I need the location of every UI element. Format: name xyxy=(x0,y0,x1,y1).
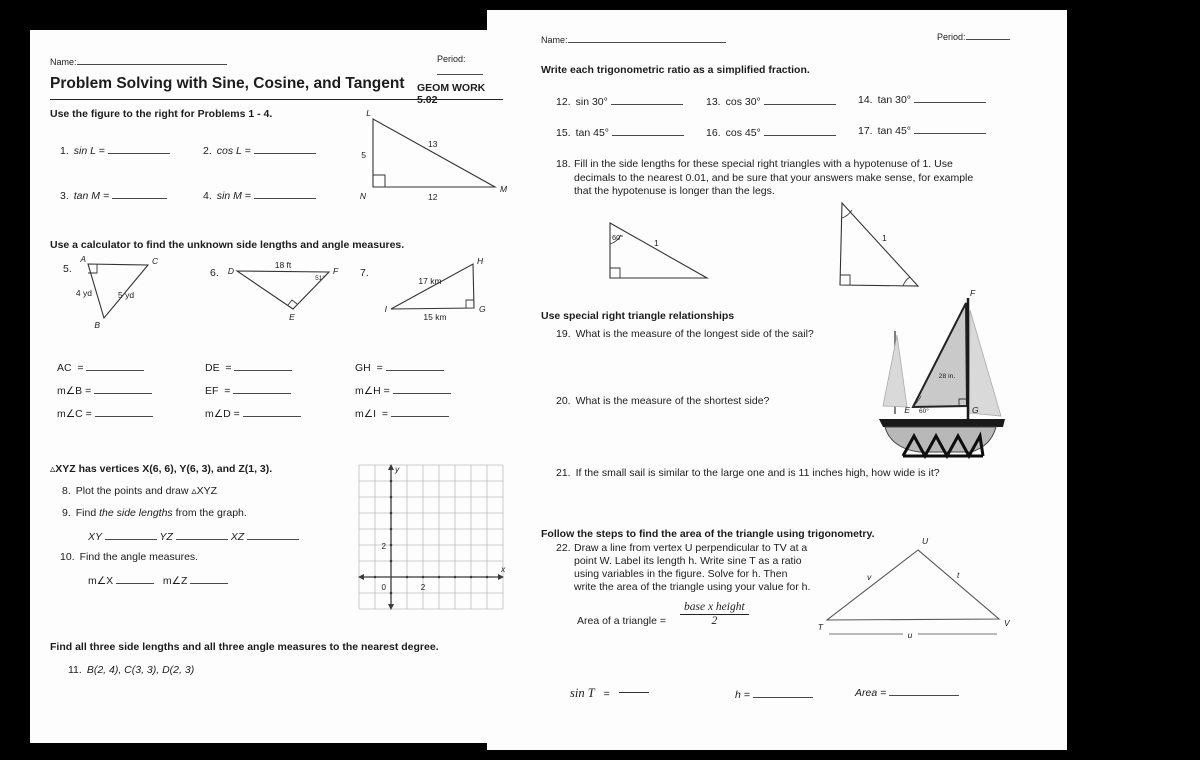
fraction-bar-blank xyxy=(619,692,649,693)
y-axis-label: y xyxy=(395,464,400,474)
side-length-blanks: XY YZ XZ xyxy=(88,529,299,544)
problem-4 xyxy=(203,188,316,203)
vertex-label-A: A xyxy=(80,254,86,264)
fraction-denominator: 2 xyxy=(711,615,718,627)
problem-expression: tan M = xyxy=(73,190,110,202)
special-right-heading: Use special right triangle relationships xyxy=(541,310,735,322)
ratio-15: 15. tan 45° xyxy=(556,125,684,140)
course-code: GEOM WORK 5.02 xyxy=(417,82,486,106)
vertex-label-T: T xyxy=(817,622,823,632)
x-tick-2: 2 xyxy=(420,583,426,592)
answer-blank-line xyxy=(95,406,153,417)
area-trig-heading: Follow the steps to find the area of the triangle using trigonometry. xyxy=(541,528,875,540)
answer-DE: DE = xyxy=(205,360,292,375)
section2-heading: Use a calculator to find the unknown side lengths and angle measures. xyxy=(50,239,405,251)
sail-vertex-G: G xyxy=(972,405,979,415)
figure6-number: 6. xyxy=(210,267,219,279)
y-tick-2: 2 xyxy=(381,542,386,551)
answer-blank-line xyxy=(393,383,451,394)
item-8: 8. Plot the points and draw ▵XYZ xyxy=(62,485,218,497)
problem-19: 19. What is the measure of the longest side of the sail? xyxy=(556,328,814,340)
period-field-row xyxy=(937,29,1010,42)
item-11: 11. B(2, 4), C(3, 3), D(2, 3) xyxy=(68,664,195,676)
coordinate-grid xyxy=(356,462,506,614)
answer-GH: GH = xyxy=(355,360,444,375)
special-triangle-60 xyxy=(600,206,718,290)
title-divider xyxy=(50,99,503,100)
answer-blank-line xyxy=(234,360,292,371)
side-label-18ft: 18 ft xyxy=(274,260,292,270)
worksheet-page-left xyxy=(30,30,507,743)
period-label: Period: xyxy=(437,54,466,64)
answer-blank-line xyxy=(176,529,228,540)
answer-AC: AC = xyxy=(57,360,144,375)
vertex-label-N: N xyxy=(359,191,366,201)
problem-number: 2. xyxy=(203,145,212,157)
hypotenuse-label-1: 1 xyxy=(882,233,887,243)
ratio-16: 16. cos 45° xyxy=(706,125,836,140)
angle-label-51: 51° xyxy=(315,275,325,282)
problem-1 xyxy=(60,143,170,158)
ratio-14: 14. tan 30° xyxy=(858,92,986,107)
answer-blank-line xyxy=(190,573,228,584)
answer-blank-line xyxy=(112,188,167,199)
answer-blank-line xyxy=(764,94,836,105)
answer-mI: m∠I = xyxy=(355,406,449,421)
problem-21: 21. If the small sail is similar to the large one and is 11 inches high, how wide is it? xyxy=(556,467,940,479)
answer-blank-line xyxy=(247,529,299,540)
area-formula-label: Area of a triangle = xyxy=(577,615,667,627)
triangle-figure-LNM xyxy=(333,105,513,207)
side-label-5: 5 xyxy=(361,150,366,160)
answer-blank-line xyxy=(753,687,813,698)
answer-blank-line xyxy=(254,143,316,154)
name-field-row xyxy=(541,32,726,45)
triangle-figure-DEF xyxy=(228,260,346,326)
problem-number: 3. xyxy=(60,190,69,202)
section3-heading: ▵XYZ has vertices X(6, 6), Y(6, 3), and Z(1, 3). xyxy=(50,463,273,475)
area-answer-row: Area = xyxy=(855,685,959,700)
section4-heading: Find all three side lengths and all three angle measures to the nearest degree. xyxy=(50,641,439,653)
vertex-label-I: I xyxy=(384,304,387,314)
vertex-label-L: L xyxy=(366,108,371,118)
sailboat-figure xyxy=(877,286,1015,470)
side-label-4yd: 4 yd xyxy=(75,288,92,298)
side-label-5yd: 5 yd xyxy=(118,290,135,300)
sail-vertex-F: F xyxy=(970,288,976,298)
problem-expression: cos L = xyxy=(216,145,251,157)
item-10: 10. Find the angle measures. xyxy=(60,551,199,563)
sail-height-label: 28 in. xyxy=(938,373,956,380)
vertex-label-V: V xyxy=(1004,618,1010,628)
answer-EF: EF = xyxy=(205,383,291,398)
answer-blank-line xyxy=(254,188,316,199)
name-label: Name: xyxy=(541,35,568,45)
period-label: Period: xyxy=(937,32,966,42)
worksheet-page-right xyxy=(487,10,1067,750)
name-blank-line xyxy=(568,32,726,43)
area-formula-fraction xyxy=(680,601,749,627)
vertex-label-U: U xyxy=(922,536,929,546)
problem-3 xyxy=(60,188,167,203)
ratio-12: 12. sin 30° xyxy=(556,94,683,109)
h-answer-row: h = xyxy=(735,687,813,702)
answer-blank-line xyxy=(94,383,152,394)
problem-18-number: 18. xyxy=(556,158,571,170)
fraction-numerator: base x height xyxy=(680,601,749,615)
problem-20: 20. What is the measure of the shortest side? xyxy=(556,395,770,407)
period-blank-line xyxy=(437,64,483,75)
answer-blank-line xyxy=(105,529,157,540)
origin-label: 0 xyxy=(381,583,386,592)
answer-blank-line xyxy=(86,360,144,371)
problem-expression: sin L = xyxy=(73,145,105,157)
problem-expression: sin M = xyxy=(216,190,251,202)
section1-heading: Use the figure to the right for Problems 1 - 4. xyxy=(50,108,273,120)
answer-blank-line xyxy=(914,92,986,103)
answer-blank-line xyxy=(233,383,291,394)
side-label-t: t xyxy=(957,570,960,580)
answer-blank-line xyxy=(108,143,170,154)
figure5-number: 5. xyxy=(63,263,72,275)
angle-measure-blanks: m∠X m∠Z xyxy=(88,573,228,588)
period-field-row xyxy=(437,54,507,77)
answer-blank-line xyxy=(386,360,444,371)
sin-T-expression: sin T = xyxy=(570,684,649,702)
answer-blank-line xyxy=(116,573,154,584)
answer-mD: m∠D = xyxy=(205,406,301,421)
sail-angle-label: 60° xyxy=(919,408,929,415)
answer-blank-line xyxy=(243,406,301,417)
ratios-heading: Write each trigonometric ratio as a simplified fraction. xyxy=(541,64,810,76)
special-triangle-unlabeled xyxy=(830,191,926,299)
triangle-figure-IHG xyxy=(378,254,520,326)
vertex-label-M: M xyxy=(500,184,508,194)
problem-number: 4. xyxy=(203,190,212,202)
vertex-label-G: G xyxy=(479,304,486,314)
answer-mC: m∠C = xyxy=(57,406,153,421)
side-label-15km: 15 km xyxy=(423,312,447,322)
angle-label-60: 60° xyxy=(612,233,624,242)
name-blank-line xyxy=(77,54,227,65)
vertex-label-C: C xyxy=(152,256,159,266)
problem-2 xyxy=(203,143,316,158)
name-field-row xyxy=(50,54,227,67)
vertex-label-H: H xyxy=(477,256,484,266)
answer-blank-line xyxy=(612,125,684,136)
page-title: Problem Solving with Sine, Cosine, and Tangent xyxy=(50,75,405,92)
answer-mH: m∠H = xyxy=(355,383,451,398)
vertex-label-F: F xyxy=(333,266,339,276)
period-blank-line xyxy=(966,29,1010,40)
triangle-figure-ABC xyxy=(75,254,178,334)
ratio-13: 13. cos 30° xyxy=(706,94,836,109)
sail-vertex-E: E xyxy=(904,405,910,415)
side-label-u: u xyxy=(907,630,913,640)
side-label-v: v xyxy=(867,572,872,582)
answer-blank-line xyxy=(914,123,986,134)
answer-blank-line xyxy=(391,406,449,417)
answer-blank-line xyxy=(764,125,836,136)
side-label-13: 13 xyxy=(428,139,438,149)
answer-mB: m∠B = xyxy=(57,383,152,398)
item-9: 9. Find the side lengths from the graph. xyxy=(62,507,247,519)
side-label-17km: 17 km xyxy=(418,276,442,286)
x-axis-label: x xyxy=(501,564,506,574)
problem-18-text: Fill in the side lengths for these special right triangles with a hypotenuse of 1. Use decimals to the nearest 0.01, and be sure that your answers make sense, for example that the hypotenuse is longer than the legs. xyxy=(574,158,974,197)
vertex-label-B: B xyxy=(94,320,100,330)
vertex-label-D: D xyxy=(227,266,234,276)
problem-22-text: Draw a line from vertex U perpendicular to TV at a point W. Label its length h. Write sine T as a ratio using variables in the figure. Solve for h. Then write the area of the triangle using your value for h. xyxy=(574,542,811,593)
ratio-17: 17. tan 45° xyxy=(858,123,986,138)
vertex-label-E: E xyxy=(289,312,295,322)
triangle-figure-TUV xyxy=(815,530,1015,650)
answer-blank-line xyxy=(889,685,959,696)
side-label-12: 12 xyxy=(428,192,438,202)
hypotenuse-label-1: 1 xyxy=(654,238,659,248)
problem-22-number: 22. xyxy=(556,542,571,554)
figure7-number: 7. xyxy=(360,267,369,279)
name-label: Name: xyxy=(50,57,77,67)
problem-number: 1. xyxy=(60,145,69,157)
answer-blank-line xyxy=(611,94,683,105)
